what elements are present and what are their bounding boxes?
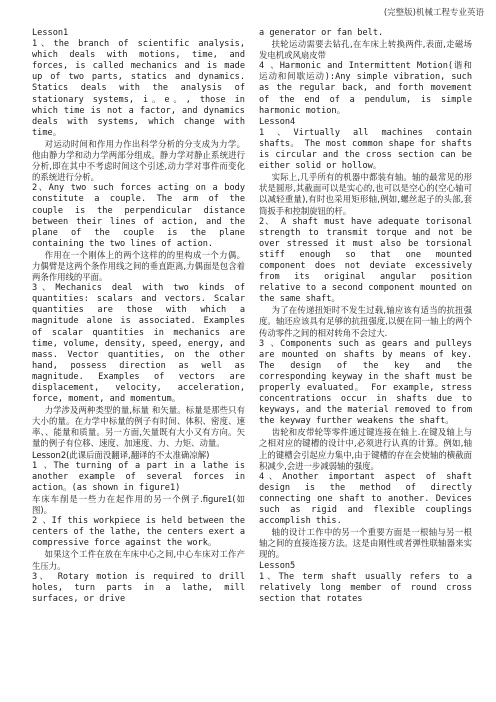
english-paragraph: 3、 Rotary motion is required to drill holes, turn parts in a lathe, mill surfaces, or drive bbox=[32, 571, 245, 604]
right-column bbox=[259, 28, 472, 696]
left-column bbox=[32, 28, 245, 696]
chinese-paragraph: 为了在传递扭矩时不发生过载,轴应该有适当的抗扭强度。轴还应该具有足够的抗扭强度,以便在同一轴上的两个传动零件之间的相对转角不会过大. bbox=[259, 305, 472, 338]
lesson-heading: Lesson4 bbox=[259, 116, 296, 127]
english-paragraph: 1、the branch of scientific analysis, which deals with motions, time, and forces, is called mechanics and is made up of two parts, statics and dynamics. Statics deals with the analysis of stationary systems, i。e。, those in which time is not a factor, and dynamics deals with systems, which change with time。 bbox=[32, 39, 245, 138]
chinese-paragraph: 作用在一个刚体上的两个这样的的里构成一个力偶。力偶臂是这两个条作用线之间的垂直距离,力偶面是包含着两条作用线的平面。 bbox=[32, 249, 245, 283]
english-paragraph: 2、Any two such forces acting on a body constitute a couple. The arm of the couple is the perpendicular distance between their lines of action, and the plane of the couple is the plane containing the two lines of action. bbox=[32, 183, 245, 249]
english-paragraph: 2、 A shaft must have adequate torisonal strength to transmit torque and not be over stressed it must also be torsional stiff enough so that one mounted component does not deviate excessively from its original angular position relative to a second component mounted on the same shaft。 bbox=[259, 216, 472, 305]
english-paragraph: 4 、Harmonic and Intermittent Motion(谐和运动和间歇运动):Any simple vibration, such as the regular back, and forth movement of the end of a pendulum, is simple harmonic motion。 bbox=[259, 61, 472, 116]
english-paragraph: 1、The term shaft usually refers to a relatively long member of round cross section that rotates bbox=[259, 571, 472, 604]
chinese-paragraph: 轴的设计工作中的另一个重要方面是一根轴与另一根轴之间的直接连接方法。这是由刚性或者弹性联轴器来实现的。 bbox=[259, 527, 472, 560]
english-paragraph: 3、Mechanics deal with two kinds of quantities: scalars and vectors. Scalar quantities are those with which a magnitude alone is associated. Examples of scalar quantities in mechanics are time, volume, density, speed, energy, and mass. Vector quantities, on the other hand, possess direction as well as magnitude. Examples of vectors are displacement, velocity, acceleration, force, moment, and momentum。 bbox=[32, 283, 245, 405]
english-paragraph: 2 、If this workpiece is held between the centers of the lathe, the centers exert a compressive force against the work。 bbox=[32, 516, 245, 549]
english-paragraph: 1 、Virtually all machines contain shafts。 The most common shape for shafts is circular and the cross section can be either solid or hollow。 bbox=[259, 127, 472, 172]
chinese-paragraph: Lesson2(此课后面没翻译,翻译的不太准确凉解) bbox=[32, 449, 210, 460]
lesson-heading: Lesson1 bbox=[32, 28, 69, 38]
chinese-paragraph: 力学涉及两种类型的量,标量 和矢量。标量是那些只有大小的量。在力学中标量的例子有时间、体积、密度、速率、、能量和质量。另一方面,矢量既有大小又有方向。矢量的例子有位移、速度、加速度、力、力矩、动量。 bbox=[32, 405, 245, 449]
chinese-paragraph: 对运动时间和作用力作出科学分析的分支成为力学。他由静力学和动力学两部分组成。静力学对静止系统进行分析,即在其中不考虑时间这个引述,动力学对事件而变化的系统进行分析。 bbox=[32, 138, 245, 183]
english-paragraph: 1 、The turning of a part in a lathe is another example of several forces in action。(as shown in figure1) bbox=[32, 460, 245, 493]
document-page bbox=[32, 28, 472, 696]
chinese-paragraph: 车床车削是一些力在起作用的另一个例子.figure1(如图)。 bbox=[32, 493, 245, 516]
running-header: (完整版)机械工程专业英语 bbox=[383, 8, 484, 18]
chinese-paragraph: 实际上,几乎所有的机器中都装有轴。轴的最常见的形状是圆形,其截面可以是实心的,也可以是空心的(空心轴可以减轻重量),有时也采用矩形轴,例如,螺丝起子的头部,套筒扳手和控制旋钮的杆。 bbox=[259, 172, 472, 216]
chinese-paragraph: 扶轮运动需要去钻孔,在车床上转换两件,表面,走磁场发电机或风扇皮带 bbox=[259, 39, 472, 61]
chinese-paragraph: 齿轮和皮带轮等零件通过键连接在轴上.在键及轴上与之相对应的键槽的设计中,必须进行认真的计算。例如,轴上的键槽会引起应力集中,由于键槽的存在会使轴的横截面积减少,会进一步减弱轴的强度。 bbox=[259, 427, 472, 471]
english-paragraph: a generator or fan belt. bbox=[259, 28, 384, 38]
english-paragraph: 3 、Components such as gears and pulleys are mounted on shafts by means of key. The design of the key and the corresponding keyway in the shaft must be properly evaluated。 For example, stress concentrations occur in shafts due to keyways, and the material removed to from the keyway further weakens the shaft。 bbox=[259, 338, 472, 427]
lesson-heading: Lesson5 bbox=[259, 560, 296, 571]
chinese-paragraph: 如果这个工件在放在车床中心之间,中心车床对工作产生压力。 bbox=[32, 549, 245, 571]
english-paragraph: 4、Another important aspect of shaft design is the method of directly connecting one shaft to another. Devices such as rigid and flexible couplings accomplish this. bbox=[259, 471, 472, 527]
